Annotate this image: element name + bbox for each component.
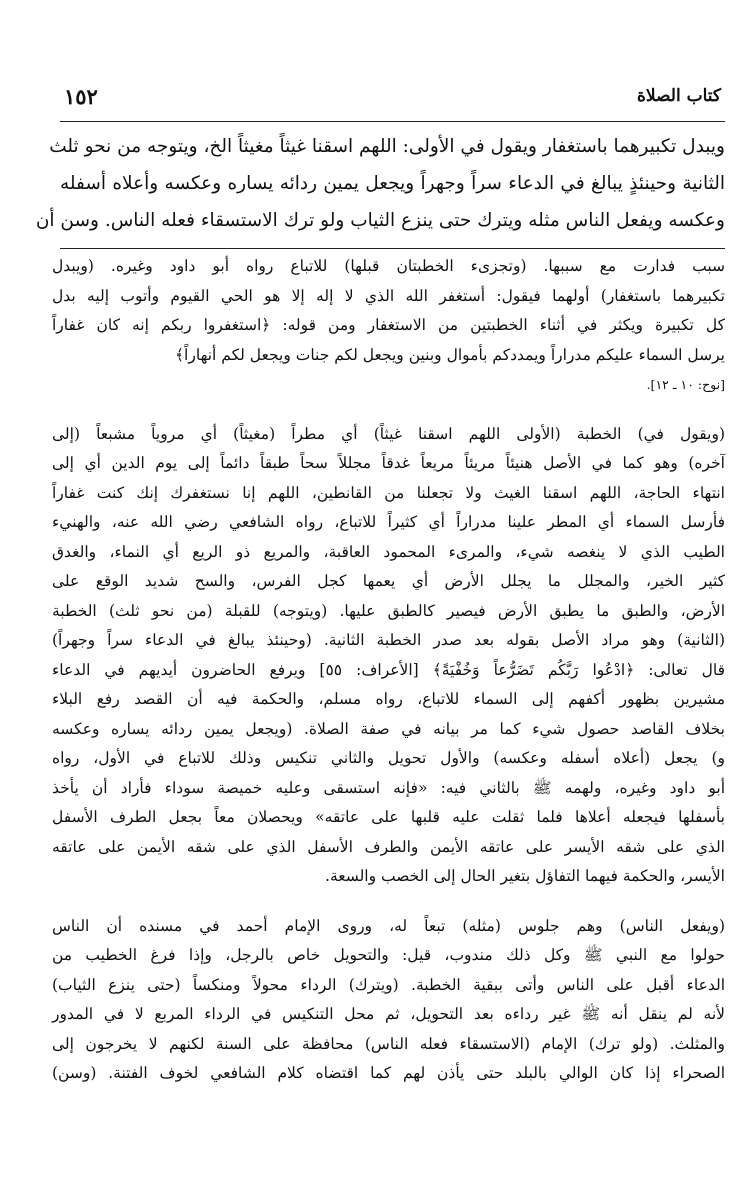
commentary-line: سبب فدارت مع سببها. (وتجزىء الخطبتان قبلها) للاتباع رواه أبو داود وغيره. (ويبدل — [52, 257, 725, 275]
commentary-paragraph — [52, 912, 725, 1089]
commentary-line: (ويفعل الناس) وهم جلوس (مثله) تبعاً له، وروى الإمام أحمد في مسنده أن الناس — [52, 916, 725, 935]
commentary-line: قال تعالى: ﴿ادْعُوا رَبَّكُم تَضَرُّعاً وَخُفْيَةً﴾ [الأعراف: ٥٥] ويرفع الحاضرون أيديهم في الدعاء — [52, 660, 725, 679]
commentary-line: لأنه لم ينقل أنه ﷺ غير رداءه بعد التحويل، ثم محل التنكيس في الرداء المربع لا في المدور — [52, 1005, 725, 1023]
commentary-line: تكبيرهما باستغفار) أولهما فيقول: أستغفر الله الذي لا إله إلا هو الحي القيوم وأتوب إليه بدل — [52, 286, 725, 305]
matn-line: وعكسه ويفعل الناس مثله ويترك حتى ينزع الثياب ولو ترك الاستسقاء فعله الناس. وسن أن — [35, 210, 725, 231]
commentary-line: الدعاء أقبل على الناس وأتى ببقية الخطبة. (ويترك) الرداء محولاً ومنكساً (حتى ينزع الثياب) — [52, 975, 725, 994]
commentary-line: بخلاف القاصد حصول شيء كما مر بيانه في صفة الصلاة. (ويجعل يمين ردائه يساره وعكسه — [52, 719, 725, 738]
commentary-line: و) يجعل (أعلاه أسفله وعكسه) والأول تحويل والثاني تنكيس وذلك للاتباع في الأول، رواه — [52, 749, 725, 767]
commentary-paragraph — [52, 252, 725, 400]
running-title: كتاب الصلاة — [636, 86, 721, 106]
commentary-line: والمثلث. (ولو ترك) الإمام (الاستسقاء فعله الناس) محافظة على السنة لكنهم لا يخرجون إلى — [52, 1034, 725, 1053]
commentary-paragraph — [52, 420, 725, 892]
commentary-line: مشيرين بظهور أكفهم إلى السماء للاتباع، رواه مسلم، والحكمة فيه أن القصد رفع البلاء — [52, 690, 725, 708]
commentary-line: حولوا مع النبي ﷺ وكل ذلك مندوب، قيل: والتحويل خاص بالرجل، وإذا فرغ الخطيب من — [52, 946, 725, 964]
commentary-line: انتهاء الحاجة، اللهم اسقنا الغيث ولا تجعلنا من القانطين، اللهم إنا نستغفرك إنك كنت غفاراً — [52, 483, 725, 502]
commentary-text — [52, 252, 725, 1089]
commentary-line: بأسفلها فيجعله أعلاها فلما ثقلت عليه قلبها على عاتقه» ويحصلان معاً بجعل الطرف الأسفل — [52, 808, 725, 826]
commentary-line: يرسل السماء عليكم مدراراً ويمددكم بأموال وبنين ويجعل لكم جنات ويجعل لكم أنهاراً﴾ — [174, 345, 725, 364]
commentary-line: أبو داود وغيره، ولهمه ﷺ بالثاني فيه: «فإنه استسقى وعليه خميصة سوداء فأراد أن يأخذ — [52, 778, 725, 797]
page-header — [60, 84, 725, 118]
commentary-line: الذي على شقه الأيسر على عاتقه الأيمن والطرف الأسفل الذي على شقه الأيمن على عاتقه — [52, 837, 725, 856]
commentary-line: (الثانية) وهو مراد الأصل بقوله بعد صدر الخطبة الثانية. (وحينئذ يبالغ في الدعاء سراً وجهراً) — [52, 631, 725, 649]
commentary-line: آخره) وهو كما في الأصل هنيئاً مريئاً مريعاً غدقاً مجللاً سحاً طبقاً دائماً إلى يوم الدين أي إلى — [52, 454, 725, 472]
commentary-line: كثير الخير، والمجلل ما يجلل الأرض أي يعمها كجل الفرس، والسح شديد الوقع على — [52, 572, 725, 590]
commentary-line: الأرض، والطبق ما يطبق الأرض فيصير كالطبق عليها. (ويتوجه) للقبلة (من نحو ثلث) الخطبة — [52, 601, 725, 620]
commentary-line: الأيسر، والحكمة فيهما التفاؤل بتغير الحال إلى الخصب والسعة. — [325, 867, 725, 885]
header-rule — [60, 121, 725, 122]
matn-line: الثانية وحينئذٍ يبالغ في الدعاء سراً وجهراً ويجعل يمين ردائه يساره وعكسه وأعلاه أسفله — [60, 173, 725, 194]
matn-separator-rule — [60, 248, 725, 249]
quran-reference: [نوح: ١٠ ـ ١٢]. — [646, 377, 725, 392]
commentary-line: الصحراء إذا كان الوالي بالبلد حتى يأذن لهم كما اقتضاه كلام الشافعي لخوف الفتنة. (وسن) — [52, 1064, 725, 1082]
commentary-line: الطيب الذي لا ينغصه شيء، والمرىء المحمود العاقبة، والمريع ذو الريع أي النماء، والغدق — [52, 542, 725, 561]
commentary-line: كل تكبيرة ويكثر في أثناء الخطبتين من الاستغفار ومن قوله: ﴿استغفروا ربكم إنه كان غفاراً — [52, 316, 725, 334]
commentary-line: (ويقول في) الخطبة (الأولى اللهم اسقنا غيثاً) أي مطراً (مغيثاً) أي مروياً مشبعاً (إلى — [52, 424, 725, 443]
matn-text — [35, 128, 725, 239]
page-number: ١٥٢ — [64, 84, 98, 109]
matn-line: ويبدل تكبيرهما باستغفار ويقول في الأولى: اللهم اسقنا غيثاً مغيثاً الخ، ويتوجه من نحو ثلث — [49, 136, 725, 157]
commentary-line: فأرسل السماء أي المطر علينا مدراراً أي كثيراً للاتباع، رواه الشافعي رضي الله عنه، والهنيء — [52, 513, 725, 531]
